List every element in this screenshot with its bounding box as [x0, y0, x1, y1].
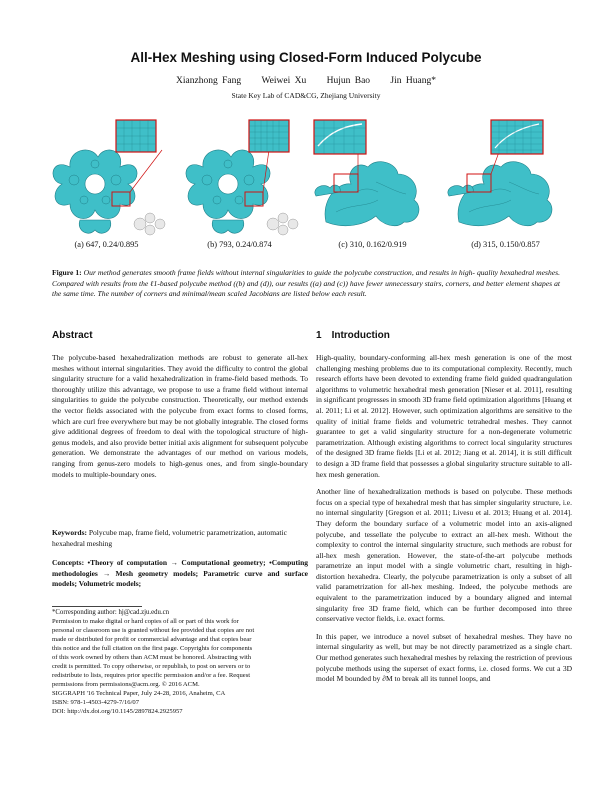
abstract-heading: Abstract — [52, 330, 93, 341]
affiliation: State Key Lab of CAD&CG, Zhejiang University — [231, 91, 381, 100]
footnote-line: permissions from permissions@acm.org. © 2016 ACM. — [52, 681, 200, 688]
footnote-line: SIGGRAPH '16 Technical Paper, July 24-28, 2016, Anaheim, CA — [52, 690, 226, 697]
right-column — [316, 330, 572, 692]
footnote-divider — [52, 606, 142, 607]
footnote-line: DOI: http://dx.doi.org/10.1145/2897824.2925957 — [52, 708, 183, 715]
footnote-line: of this work owned by others than ACM must be honored. Abstracting with — [52, 654, 252, 661]
ccs-concepts: Concepts: •Theory of computation → Computational geometry; •Computing methodologies → Mesh geometry models; Parametric curve and surface models; Volumetric models; — [52, 558, 308, 589]
teaser-figure — [40, 112, 572, 252]
caption-line: listed below each result. — [293, 289, 367, 298]
dragon-mesh-image — [439, 112, 572, 240]
caption-line: quality hexahedral meshes. Compared with results from the ℓ1-based polycube method ((b) and (d)), our results ((a) and (c)) have fewer — [52, 268, 560, 288]
footnote-line: personal or classroom use is granted without fee provided that copies are not — [52, 627, 255, 634]
abstract-text: The polycube-based hexahedralization methods are robust to generate all-hex meshes without internal singularities. They avoid the difficulty to control the global singularity structure for a valid hexahedralization in frame-field based methods. To thoroughly utilize this advantage, we propose to use a frame field without internal singularities to guide the polycube construction. Theoretically, our method extends the vector fields associated with the polycube from exact forms to closed forms, which are curl free everywhere but may be not globally integrable. The closed forms give additional degrees of freedom to deal with the topological structure of high-genus models, and also provide better initial axis alignment for subsequent polycube generation. We demonstrate the advantages of our method on various models, ranging from genus-zero models to high-genus ones, and from single-boundary models to multiple-boundary ones. — [52, 353, 308, 479]
figure-panel-c — [306, 112, 439, 252]
section-number: 1 — [316, 330, 322, 341]
paper-title: All-Hex Meshing using Closed-Form Induced Polycube — [130, 50, 482, 65]
left-column — [52, 330, 308, 486]
footnote-line: this notice and the full citation on the first page. Copyrights for components — [52, 645, 253, 652]
intro-paragraph: In this paper, we introduce a novel subset of hexahedral meshes. They have no internal singularity as well, but may be not directly parametrized as a single chart. Our method generates such hexahedral meshes by relaxing the restriction of previous polycube methods using the superset of exact forms, i.e. closed forms. We cut a 3D model M bounded by ∂M to break all its tunnel loops, and — [316, 631, 572, 684]
intro-paragraph: High-quality, boundary-conforming all-hex mesh generation is one of the most challenging meshing problems due to its computational complexity. Recently, much research efforts have been devoted to extending frame field guided quadrangulation algorithms to volumetric hexahedral mesh generation [Nieser et al. 2011], resulting in significant progresses in smooth 3D frame field optimization algorithms [Huang et al. 2011; Li et al. 2012]. However, such optimization algorithms are sensitive to the quality of initial frame fields and volumetric tetrahedral meshes. They cannot guarantee to get a valid singularity structure for a non-degenerate volumetric parametrization. Although existing algorithms to correct local singularity structures of the designed 3D frame fields [Li et al. 2012; Jiang et al. 2014], it is still difficult to design a 3D frame field that possesses a global singularity structure suitable to all-hex mesh generation. — [316, 353, 572, 479]
panel-label: (b) 793, 0.24/0.874 — [207, 240, 272, 249]
section-title: Introduction — [331, 330, 390, 341]
caption-line: Our method generates smooth frame fields without internal singularities to guide the polycube construction, and results in high- — [83, 268, 475, 277]
footnote-line: credit is permitted. To copy otherwise, or republish, to post on servers or to — [52, 663, 251, 670]
figure-panel-d — [439, 112, 572, 252]
author-name: Weiwei Xu — [261, 76, 307, 86]
figure-caption — [52, 268, 560, 300]
panel-label: (d) 315, 0.150/0.857 — [471, 240, 540, 249]
figure-panel-a — [40, 112, 173, 252]
panel-label: (c) 310, 0.162/0.919 — [338, 240, 407, 249]
author-name: Xianzhong Fang — [176, 76, 242, 86]
corresponding-author: *Corresponding author: hj@cad.zju.edu.cn — [52, 609, 170, 616]
footnote — [52, 608, 308, 716]
author-name: Hujun Bao — [326, 76, 371, 86]
introduction-heading — [316, 330, 572, 341]
footnote-line: ISBN: 978-1-4503-4279-7/16/07 — [52, 699, 139, 706]
caption-label: Figure 1: — [52, 268, 82, 277]
keywords-label: Keywords: — [52, 528, 87, 537]
keywords-text: Polycube map, frame field, volumetric parametrization, automatic hexahedral meshing — [52, 528, 287, 548]
footnote-line: made or distributed for profit or commercial advantage and that copies bear — [52, 636, 252, 643]
panel-label: (a) 647, 0.24/0.895 — [74, 240, 139, 249]
keywords — [52, 528, 308, 549]
figure-panel-b — [173, 112, 306, 252]
flower-mesh-image — [173, 112, 306, 240]
author-name: Jin Huang* — [390, 76, 436, 86]
footnote-line: Permission to make digital or hard copies of all or part of this work for — [52, 618, 239, 625]
intro-paragraph: Another line of hexahedralization methods is based on polycube. These methods focus on a special type of hexahedral mesh that has simpler singularity structure, i.e. no internal singularity [Gregson et al. 2011; Livesu et al. 2013; Huang et al. 2014]. They deform the boundary surface of a volumetric model into an axis-aligned polycube, and tessellate the polycube to extract an all-hex mesh. Without the complexity to control the internal singularity structure, such methods are robust for all-hex mesh generation. However, the state-of-the-art polycube methods parametrize an input model with a single volumetric chart, resulting in high-distortion hexahedra. Clearly, the polycube parametrization is only a subset of all valid parametrization for all-hex meshing. Indeed, the polycube methods are equivalent to the parametrization induced by a boundary aligned and internal singularity free 3D frame field, which can be further decomposed into three conservative vector fields, i.e. exact forms. — [316, 487, 572, 624]
author-list — [0, 76, 612, 86]
flower-mesh-image — [40, 112, 173, 240]
caption-line: unnecessary stairs, corners, and better element shapes at the same time. The number of corners and minimal/mean scaled Jacobians are — [52, 278, 561, 298]
footnote-line: redistribute to lists, requires prior specific permission and/or a fee. Request — [52, 672, 251, 679]
dragon-mesh-image — [306, 112, 439, 240]
